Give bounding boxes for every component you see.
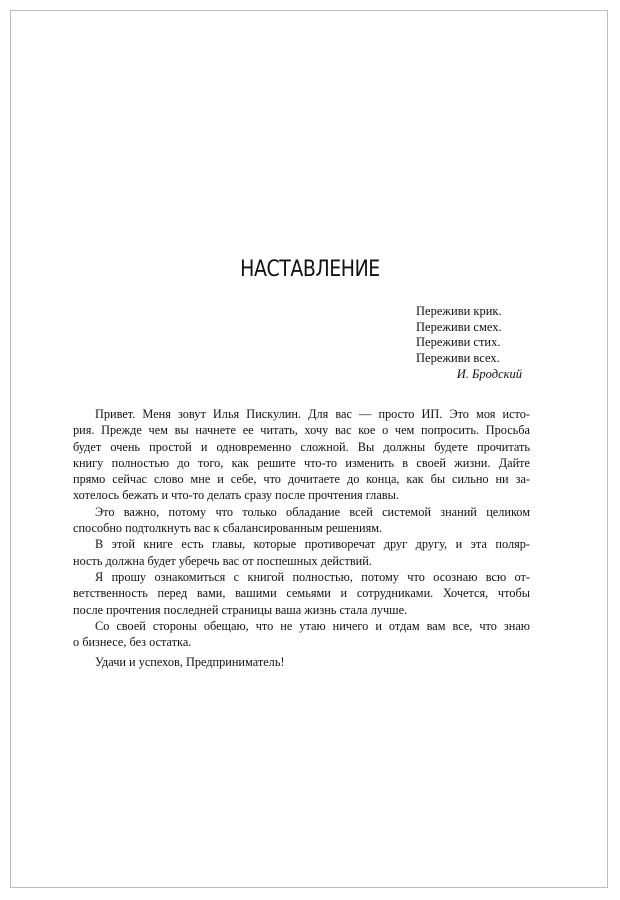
- book-page: [10, 10, 608, 888]
- text-line: Я прошу ознакомиться с книгой полностью, потому что осознаю всю от-: [95, 569, 530, 584]
- epigraph-author: И. Бродский: [456, 367, 522, 381]
- epigraph-line: Переживи стих.: [416, 335, 501, 349]
- closing-line: Удачи и успехов, Предприниматель!: [95, 655, 285, 669]
- text-line: о бизнесе, без остатка.: [73, 635, 192, 650]
- epigraph: [416, 304, 522, 383]
- text-line: хотелось бежать и что-то делать сразу после прочтения главы.: [73, 488, 399, 503]
- text-line: В этой книге есть главы, которые противоречат друг другу, и эта поляр-: [95, 537, 530, 552]
- text-line: Привет. Меня зовут Илья Пискулин. Для вас — просто ИП. Это моя исто-: [95, 407, 530, 421]
- epigraph-line: Переживи крик.: [416, 304, 502, 318]
- text-line: рия. Прежде чем вы начнете ее читать, хочу вас кое о чем попросить. Просьба: [73, 423, 530, 438]
- text-line: прямо сейчас слово мне и себе, что дочитаете до конца, как бы сильно ни за-: [73, 472, 530, 487]
- epigraph-line: Переживи смех.: [416, 319, 502, 334]
- text-line: ветственность перед вами, вашими семьями и сотрудниками. Хочется, чтобы: [73, 586, 530, 601]
- text-line: будет очень простой и одновременно сложной. Вы должны будете прочитать: [73, 439, 530, 454]
- text-line: Это важно, потому что только обладание всей системой знаний целиком: [95, 504, 530, 519]
- text-line: после прочтения последней страницы ваша жизнь стала лучше.: [73, 602, 408, 617]
- text-line: способно подтолкнуть вас к сбалансированным решениям.: [73, 521, 383, 536]
- epigraph-line: Переживи всех.: [416, 350, 500, 365]
- chapter-title: НАСТАВЛЕНИЕ: [240, 257, 380, 282]
- text-line: ность должна будет уберечь вас от поспешных действий.: [73, 553, 372, 568]
- text-line: книгу полностью до того, как решите что-то изменить в своей жизни. Дайте: [73, 455, 530, 470]
- body-text: [73, 406, 530, 650]
- text-line: Со своей стороны обещаю, что не утаю ничего и отдам вам все, что знаю: [95, 618, 530, 633]
